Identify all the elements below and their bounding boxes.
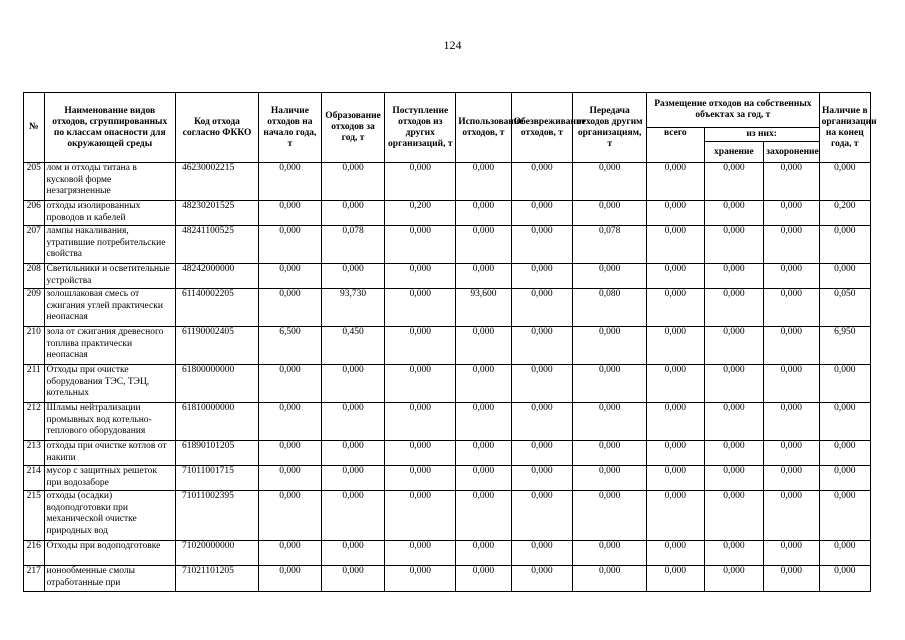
start-amount-cell: 0,000: [259, 466, 322, 491]
end-amount-cell: 0,050: [819, 289, 870, 327]
end-amount-cell: 0,000: [819, 541, 870, 566]
waste-name-cell: отходы (осадки) водоподготовки при механической очистке природных вод: [44, 491, 175, 541]
transferred-amount-cell: 0,000: [573, 566, 647, 592]
used-amount-cell: 93,600: [456, 289, 511, 327]
transferred-amount-cell: 0,080: [573, 289, 647, 327]
row-number-cell: 211: [24, 365, 45, 403]
waste-name-cell: Отходы при водоподготовке: [44, 541, 175, 566]
placement-total-cell: 0,000: [647, 441, 704, 466]
neutralized-amount-cell: 0,000: [511, 289, 573, 327]
header-received: Поступление отходов из других организаций, т: [385, 93, 456, 163]
row-number-cell: 217: [24, 566, 45, 592]
burial-amount-cell: 0,000: [764, 226, 819, 264]
neutralized-amount-cell: 0,000: [511, 201, 573, 226]
placement-total-cell: 0,000: [647, 365, 704, 403]
header-placement: Размещение отходов на собственных объектах за год, т: [647, 93, 819, 128]
received-amount-cell: 0,000: [385, 365, 456, 403]
end-amount-cell: 0,000: [819, 441, 870, 466]
row-number-cell: 209: [24, 289, 45, 327]
placement-total-cell: 0,000: [647, 541, 704, 566]
row-number-cell: 206: [24, 201, 45, 226]
transferred-amount-cell: 0,000: [573, 163, 647, 201]
received-amount-cell: 0,000: [385, 226, 456, 264]
waste-name-cell: лом и отходы титана в кусковой форме незагрязненные: [44, 163, 175, 201]
row-number-cell: 205: [24, 163, 45, 201]
waste-name-cell: Шламы нейтрализации промывных вод котельно-теплового оборудования: [44, 403, 175, 441]
storage-amount-cell: 0,000: [704, 226, 764, 264]
burial-amount-cell: 0,000: [764, 201, 819, 226]
received-amount-cell: 0,000: [385, 541, 456, 566]
start-amount-cell: 0,000: [259, 163, 322, 201]
row-number-cell: 208: [24, 264, 45, 289]
header-num: №: [24, 93, 45, 163]
table-row: [24, 466, 871, 491]
transferred-amount-cell: 0,000: [573, 201, 647, 226]
burial-amount-cell: 0,000: [764, 441, 819, 466]
table-header: [24, 93, 877, 163]
transferred-amount-cell: 0,000: [573, 403, 647, 441]
received-amount-cell: 0,000: [385, 289, 456, 327]
table-row: [24, 491, 871, 541]
formed-amount-cell: 0,450: [321, 327, 385, 365]
row-number-cell: 212: [24, 403, 45, 441]
end-amount-cell: 6,950: [819, 327, 870, 365]
neutralized-amount-cell: 0,000: [511, 441, 573, 466]
table-row: [24, 566, 871, 592]
received-amount-cell: 0,000: [385, 163, 456, 201]
received-amount-cell: 0,000: [385, 441, 456, 466]
waste-code-cell: 61800000000: [175, 365, 258, 403]
table-row: [24, 327, 871, 365]
formed-amount-cell: 0,000: [321, 201, 385, 226]
used-amount-cell: 0,000: [456, 201, 511, 226]
storage-amount-cell: 0,000: [704, 403, 764, 441]
header-used: Использование отходов, т: [456, 93, 511, 163]
storage-amount-cell: 0,000: [704, 491, 764, 541]
storage-amount-cell: 0,000: [704, 466, 764, 491]
start-amount-cell: 0,000: [259, 365, 322, 403]
used-amount-cell: 0,000: [456, 441, 511, 466]
waste-code-cell: 71011001715: [175, 466, 258, 491]
placement-total-cell: 0,000: [647, 289, 704, 327]
start-amount-cell: 0,000: [259, 403, 322, 441]
header-of-which: из них:: [704, 128, 819, 142]
storage-amount-cell: 0,000: [704, 441, 764, 466]
waste-code-cell: 71021101205: [175, 566, 258, 592]
storage-amount-cell: 0,000: [704, 365, 764, 403]
burial-amount-cell: 0,000: [764, 365, 819, 403]
header-neutralized: Обезвреживание отходов, т: [511, 93, 573, 163]
waste-name-cell: отходы при очистке котлов от накипи: [44, 441, 175, 466]
used-amount-cell: 0,000: [456, 226, 511, 264]
waste-code-cell: 48230201525: [175, 201, 258, 226]
transferred-amount-cell: 0,000: [573, 491, 647, 541]
received-amount-cell: 0,000: [385, 264, 456, 289]
burial-amount-cell: 0,000: [764, 289, 819, 327]
storage-amount-cell: 0,000: [704, 163, 764, 201]
end-amount-cell: 0,000: [819, 264, 870, 289]
header-formed: Образование отходов за год, т: [321, 93, 385, 163]
placement-total-cell: 0,000: [647, 264, 704, 289]
neutralized-amount-cell: 0,000: [511, 226, 573, 264]
formed-amount-cell: 0,000: [321, 466, 385, 491]
end-amount-cell: 0,000: [819, 566, 870, 592]
start-amount-cell: 0,000: [259, 264, 322, 289]
waste-name-cell: лампы накаливания, утратившие потребительские свойства: [44, 226, 175, 264]
placement-total-cell: 0,000: [647, 201, 704, 226]
waste-code-cell: 61140002205: [175, 289, 258, 327]
waste-name-cell: мусор с защитных решеток при водозаборе: [44, 466, 175, 491]
end-amount-cell: 0,000: [819, 466, 870, 491]
waste-code-cell: 61810000000: [175, 403, 258, 441]
received-amount-cell: 0,000: [385, 566, 456, 592]
row-number-cell: 216: [24, 541, 45, 566]
end-amount-cell: 0,000: [819, 403, 870, 441]
row-number-cell: 215: [24, 491, 45, 541]
end-amount-cell: 0,000: [819, 491, 870, 541]
header-transferred: Передача отходов другим организациям, т: [573, 93, 647, 163]
waste-code-cell: 61890101205: [175, 441, 258, 466]
transferred-amount-cell: 0,000: [573, 466, 647, 491]
placement-total-cell: 0,000: [647, 466, 704, 491]
formed-amount-cell: 0,000: [321, 365, 385, 403]
used-amount-cell: 0,000: [456, 163, 511, 201]
table-row: [24, 163, 871, 201]
burial-amount-cell: 0,000: [764, 403, 819, 441]
start-amount-cell: 0,000: [259, 201, 322, 226]
start-amount-cell: 0,000: [259, 541, 322, 566]
received-amount-cell: 0,200: [385, 201, 456, 226]
received-amount-cell: 0,000: [385, 403, 456, 441]
used-amount-cell: 0,000: [456, 327, 511, 365]
received-amount-cell: 0,000: [385, 491, 456, 541]
placement-total-cell: 0,000: [647, 226, 704, 264]
placement-total-cell: 0,000: [647, 566, 704, 592]
row-number-cell: 214: [24, 466, 45, 491]
transferred-amount-cell: 0,000: [573, 264, 647, 289]
storage-amount-cell: 0,000: [704, 327, 764, 365]
formed-amount-cell: 93,730: [321, 289, 385, 327]
transferred-amount-cell: 0,000: [573, 541, 647, 566]
start-amount-cell: 0,000: [259, 289, 322, 327]
table-row: [24, 441, 871, 466]
end-amount-cell: 0,200: [819, 201, 870, 226]
used-amount-cell: 0,000: [456, 264, 511, 289]
start-amount-cell: 6,500: [259, 327, 322, 365]
waste-code-cell: 48242000000: [175, 264, 258, 289]
table-row: [24, 403, 871, 441]
formed-amount-cell: 0,000: [321, 541, 385, 566]
neutralized-amount-cell: 0,000: [511, 365, 573, 403]
transferred-amount-cell: 0,000: [573, 327, 647, 365]
table-row: [24, 541, 871, 566]
end-amount-cell: 0,000: [819, 226, 870, 264]
formed-amount-cell: 0,000: [321, 403, 385, 441]
header-name: Наименование видов отходов, сгруппированных по классам опасности для окружающей среды: [44, 93, 175, 163]
transferred-amount-cell: 0,078: [573, 226, 647, 264]
waste-code-cell: 61190002405: [175, 327, 258, 365]
used-amount-cell: 0,000: [456, 365, 511, 403]
neutralized-amount-cell: 0,000: [511, 466, 573, 491]
used-amount-cell: 0,000: [456, 466, 511, 491]
storage-amount-cell: 0,000: [704, 201, 764, 226]
formed-amount-cell: 0,000: [321, 264, 385, 289]
waste-name-cell: отходы изолированных проводов и кабелей: [44, 201, 175, 226]
burial-amount-cell: 0,000: [764, 566, 819, 592]
table-body: [24, 163, 871, 592]
storage-amount-cell: 0,000: [704, 264, 764, 289]
header-burial: захоронение: [764, 142, 819, 163]
used-amount-cell: 0,000: [456, 403, 511, 441]
burial-amount-cell: 0,000: [764, 466, 819, 491]
neutralized-amount-cell: 0,000: [511, 264, 573, 289]
burial-amount-cell: 0,000: [764, 491, 819, 541]
neutralized-amount-cell: 0,000: [511, 327, 573, 365]
formed-amount-cell: 0,078: [321, 226, 385, 264]
end-amount-cell: 0,000: [819, 163, 870, 201]
transferred-amount-cell: 0,000: [573, 441, 647, 466]
table-row: [24, 226, 871, 264]
storage-amount-cell: 0,000: [704, 541, 764, 566]
page-number: 124: [443, 38, 462, 52]
header-start: Наличие отходов на начало года, т: [259, 93, 322, 163]
end-amount-cell: 0,000: [819, 365, 870, 403]
neutralized-amount-cell: 0,000: [511, 403, 573, 441]
waste-code-cell: 71011002395: [175, 491, 258, 541]
row-number-cell: 213: [24, 441, 45, 466]
table-row: [24, 289, 871, 327]
start-amount-cell: 0,000: [259, 566, 322, 592]
header-end: Наличие в организации на конец года, т: [819, 93, 870, 163]
formed-amount-cell: 0,000: [321, 441, 385, 466]
used-amount-cell: 0,000: [456, 566, 511, 592]
table-row: [24, 201, 871, 226]
neutralized-amount-cell: 0,000: [511, 541, 573, 566]
burial-amount-cell: 0,000: [764, 163, 819, 201]
waste-name-cell: золошлаковая смесь от сжигания углей практически неопасная: [44, 289, 175, 327]
neutralized-amount-cell: 0,000: [511, 491, 573, 541]
waste-name-cell: зола от сжигания древесного топлива практически неопасная: [44, 327, 175, 365]
burial-amount-cell: 0,000: [764, 264, 819, 289]
start-amount-cell: 0,000: [259, 491, 322, 541]
row-number-cell: 210: [24, 327, 45, 365]
neutralized-amount-cell: 0,000: [511, 163, 573, 201]
storage-amount-cell: 0,000: [704, 289, 764, 327]
table-row: [24, 365, 871, 403]
waste-table: [23, 92, 877, 592]
placement-total-cell: 0,000: [647, 327, 704, 365]
table-row: [24, 264, 871, 289]
neutralized-amount-cell: 0,000: [511, 566, 573, 592]
start-amount-cell: 0,000: [259, 441, 322, 466]
placement-total-cell: 0,000: [647, 403, 704, 441]
placement-total-cell: 0,000: [647, 491, 704, 541]
row-number-cell: 207: [24, 226, 45, 264]
received-amount-cell: 0,000: [385, 327, 456, 365]
formed-amount-cell: 0,000: [321, 566, 385, 592]
start-amount-cell: 0,000: [259, 226, 322, 264]
used-amount-cell: 0,000: [456, 491, 511, 541]
received-amount-cell: 0,000: [385, 466, 456, 491]
formed-amount-cell: 0,000: [321, 491, 385, 541]
header-storage: хранение: [704, 142, 764, 163]
waste-code-cell: 46230002215: [175, 163, 258, 201]
header-code: Код отхода согласно ФККО: [175, 93, 258, 163]
burial-amount-cell: 0,000: [764, 541, 819, 566]
formed-amount-cell: 0,000: [321, 163, 385, 201]
waste-name-cell: Светильники и осветительные устройства: [44, 264, 175, 289]
waste-code-cell: 48241100525: [175, 226, 258, 264]
placement-total-cell: 0,000: [647, 163, 704, 201]
waste-code-cell: 71020000000: [175, 541, 258, 566]
storage-amount-cell: 0,000: [704, 566, 764, 592]
waste-name-cell: Отходы при очистке оборудования ТЭС, ТЭЦ, котельных: [44, 365, 175, 403]
burial-amount-cell: 0,000: [764, 327, 819, 365]
used-amount-cell: 0,000: [456, 541, 511, 566]
waste-name-cell: ионообменные смолы отработанные при: [44, 566, 175, 592]
header-total: всего: [647, 128, 704, 163]
transferred-amount-cell: 0,000: [573, 365, 647, 403]
